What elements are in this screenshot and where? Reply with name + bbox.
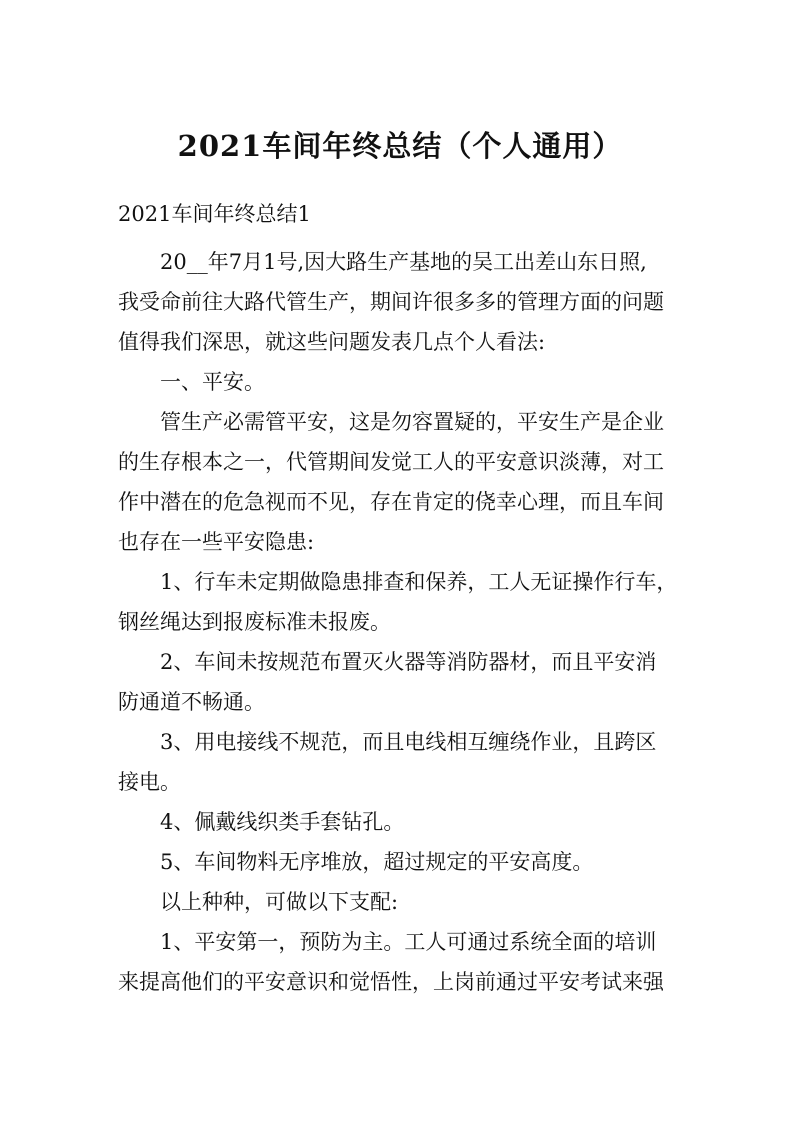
paragraph-line: 我受命前往大路代管生产，期间许很多多的管理方面的问题 [118,290,664,314]
paragraph-line: 来提高他们的平安意识和觉悟性，上岗前通过平安考试来强 [118,970,664,994]
paragraph-line: 2、车间未按规范布置灭火器等消防器材，而且平安消 [160,650,657,674]
paragraph-safety-heading [118,362,688,402]
paragraph-line: 一、平安。 [160,370,265,394]
paragraph-line: 钢丝绳达到报废标准未报废。 [118,610,391,634]
list-item-2 [118,642,688,722]
paragraph-line: 5、车间物料无序堆放，超过规定的平安高度。 [160,850,594,874]
list-item-1 [118,562,688,642]
paragraph-line: 4、佩戴线织类手套钻孔。 [160,810,405,834]
paragraph-line: 也存在一些平安隐患: [118,530,315,554]
paragraph-line: 1、平安第一，预防为主。工人可通过系统全面的培训 [160,930,657,954]
paragraph-line: 管生产必需管平安，这是勿容置疑的，平安生产是企业 [160,410,664,434]
paragraph-line: 防通道不畅通。 [118,690,265,714]
document-title: 2021车间年终总结（个人通用） [177,129,623,163]
paragraph-line: 的生存根本之一，代管期间发觉工人的平安意识淡薄，对工 [118,450,664,474]
paragraph-line: 值得我们深思，就这些问题发表几点个人看法: [118,330,546,354]
paragraph-intro [118,242,688,362]
list-item-5 [118,842,688,882]
paragraph-line: 20__年7月1号,因大路生产基地的吴工出差山东日照, [160,250,647,274]
paragraph-line: 作中潜在的危急视而不见，存在肯定的侥幸心理，而且车间 [118,490,664,514]
paragraph-line: 以上种种，可做以下支配: [160,890,399,914]
list-item-safety-first [118,922,688,1002]
paragraph-line: 接电。 [118,770,181,794]
document-body [118,242,688,1002]
list-item-3 [118,722,688,802]
list-item-4 [118,802,688,842]
paragraph-safety-overview [118,402,688,562]
section-heading: 2021车间年终总结1 [118,202,311,226]
paragraph-line: 1、行车未定期做隐患排查和保养，工人无证操作行车， [160,570,678,594]
paragraph-line: 3、用电接线不规范，而且电线相互缠绕作业，且跨区 [160,730,657,754]
paragraph-arrangement [118,882,688,922]
